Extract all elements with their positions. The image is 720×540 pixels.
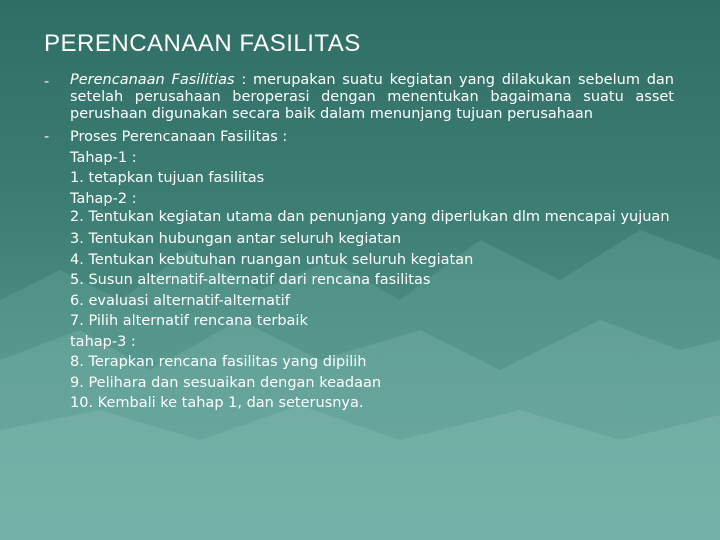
step-line: 9. Pelihara dan sesuaikan dengan keadaan	[70, 374, 382, 391]
definition-text: : merupakan suatu kegiatan yang dilakukan sebelum dan setelah perusahaan beroperasi dengan menentukan bagaimana suatu asset perushaan digunakan secara baik dalam menunjang tujuan perusahaan	[70, 72, 675, 122]
step-line: 1. tetapkan tujuan fasilitas	[70, 170, 265, 186]
step-line: Tahap-2 :	[70, 190, 137, 207]
step-line: 8. Terapkan rencana fasilitas yang dipilih	[70, 354, 367, 370]
process-steps	[44, 148, 674, 414]
bullet-marker: -	[44, 129, 50, 145]
page-title: PERENCANAAN FASILITAS	[44, 30, 361, 57]
step-line: 2. Tentukan kegiatan utama dan penunjang yang diperlukan dlm mencapai yujuan	[70, 209, 670, 225]
step-line: tahap-3 :	[70, 333, 136, 350]
process-heading	[70, 127, 674, 148]
step-line: 5. Susun alternatif-alternatif dari rencana fasilitas	[70, 272, 431, 288]
process-text: :	[277, 129, 288, 145]
step-line: 6. evaluasi alternatif-alternatif	[70, 292, 290, 309]
slide-content	[44, 72, 674, 414]
step-line: 10. Kembali ke tahap 1, dan seterusnya.	[70, 395, 364, 411]
bullet-marker: -	[44, 74, 50, 90]
definition-paragraph	[70, 72, 674, 123]
step-line: 4. Tentukan kebutuhan ruangan untuk seluruh kegiatan	[70, 251, 474, 268]
process-term: Proses Perencanaan Fasilitas	[70, 129, 278, 145]
definition-term: Perencanaan Fasilitias	[70, 72, 235, 88]
step-line: 7. Pilih alternatif rencana terbaik	[70, 313, 308, 329]
bullet-definition	[44, 72, 674, 123]
step-line: Tahap-1 :	[70, 149, 137, 166]
bullet-process	[44, 127, 674, 148]
step-line: 3. Tentukan hubungan antar seluruh kegiatan	[70, 231, 402, 247]
